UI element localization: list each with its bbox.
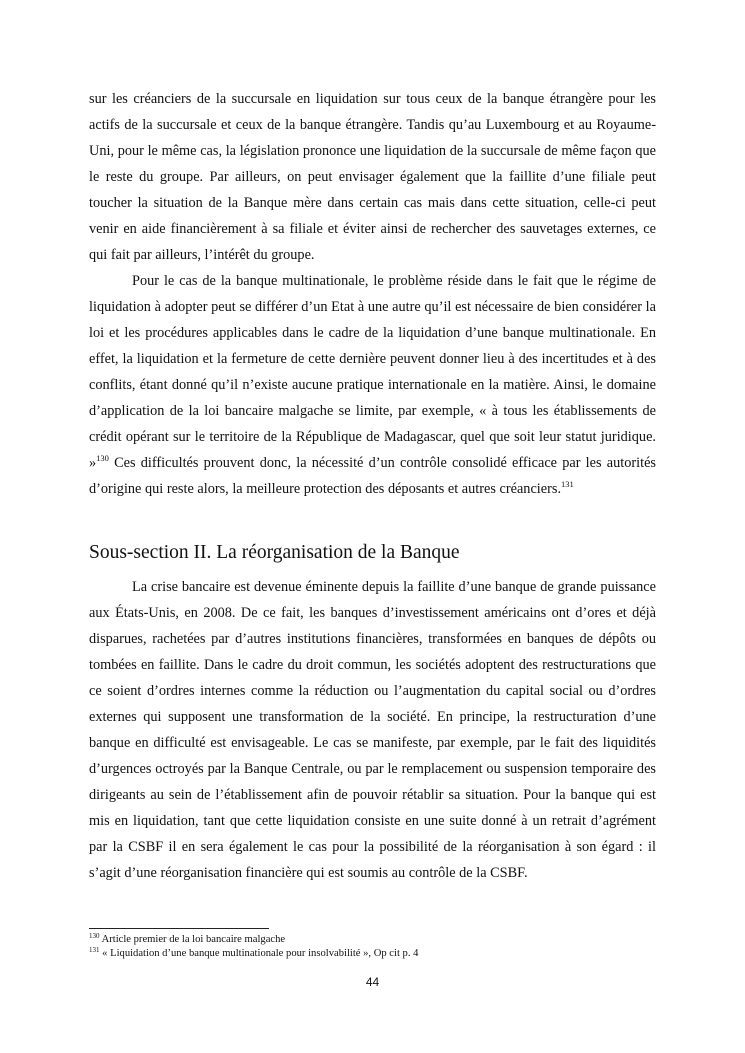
footnote-number: 130	[89, 932, 100, 940]
paragraph-reorganisation: La crise bancaire est devenue éminente depuis la faillite d’une banque de grande puissance aux États-Unis, en 2008. De ce fait, les banques d’investissement américains ont d’ores et déjà disparues, rachetées par d’autres institutions financières, transformées en banques de dépôts ou tombées en faillite. Dans le cadre du droit commun, les sociétés adoptent des restructurations que ce soient d’ordres internes comme la réduction ou l’augmentation du capital social ou d’ordres externes qui supposent une transformation de la société. En principe, la restructuration d’une banque en difficulté est envisageable. Le cas se manifeste, par exemple, par le fait des liquidités d’urgences octroyés par la Banque Centrale, ou par le remplacement ou suspension temporaire des dirigeants au sein de l’établissement afin de pouvoir rétablir sa situation. Pour la banque qui est mis en liquidation, tant que cette liquidation consiste en une suite donné à un retrait d’agrément par la CSBF il en sera également le cas pour la possibilité de la réorganisation à son égard : il s’agit d’une réorganisation financière qui est soumis au contrôle de la CSBF.	[89, 579, 656, 881]
footnote-130	[89, 933, 656, 947]
footnote-text: Article premier de la loi bancaire malgache	[101, 934, 286, 945]
paragraph-text: Ces difficultés prouvent donc, la nécessité d’un contrôle consolidé efficace par les autorités d’origine qui reste alors, la meilleure protection des déposants et autres créanciers.	[89, 455, 656, 497]
footnote-divider	[89, 928, 269, 929]
footnote-ref-130[interactable]: 130	[96, 453, 109, 463]
footnote-number: 131	[89, 945, 100, 954]
footnote-ref-131[interactable]: 131	[561, 479, 574, 489]
footnote-text: « Liquidation d’une banque multinationale pour insolvabilité », Op cit p. 4	[102, 947, 419, 959]
section-heading: Sous-section II. La réorganisation de la Banque	[89, 542, 460, 563]
paragraph-text: Pour le cas de la banque multinationale, le problème réside dans le fait que le régime de liquidation à adopter peut se différer d’un Etat à une autre qu’il est nécessaire de bien considérer la loi et les procédures applicables dans le cadre de la liquidation d’une banque multinationale. En effet, la liquidation et la fermeture de cette dernière peuvent donner lieu à des incertitudes et à des conflits, étant donné qu’il n’existe aucune pratique internationale en la matière. Ainsi, le domaine d’application de la loi bancaire malgache se limite, par exemple, « à tous les établissements de crédit opérant sur le territoire de la République de Madagascar, quel que soit leur statut juridique. »	[89, 273, 656, 471]
paragraph-multinational-bank	[89, 268, 656, 502]
footnotes	[89, 933, 656, 960]
page-number: 44	[365, 975, 380, 989]
paragraph-branch-liquidation: sur les créanciers de la succursale en liquidation sur tous ceux de la banque étrangère pour les actifs de la succursale et ceux de la banque étrangère. Tandis qu’au Luxembourg et au Royaume-Uni, pour le même cas, la législation prononce une liquidation de la succursale de même façon que le reste du groupe. Par ailleurs, on peut envisager également que la faillite d’une filiale peut toucher la situation de la Banque mère dans certain cas mais dans cette situation, celle-ci peut venir en aide financièrement à sa filiale et éviter ainsi de rechercher des sauvetages externes, ce qui fait par ailleurs, l’intérêt du groupe.	[89, 91, 656, 263]
footnote-131	[89, 947, 656, 961]
